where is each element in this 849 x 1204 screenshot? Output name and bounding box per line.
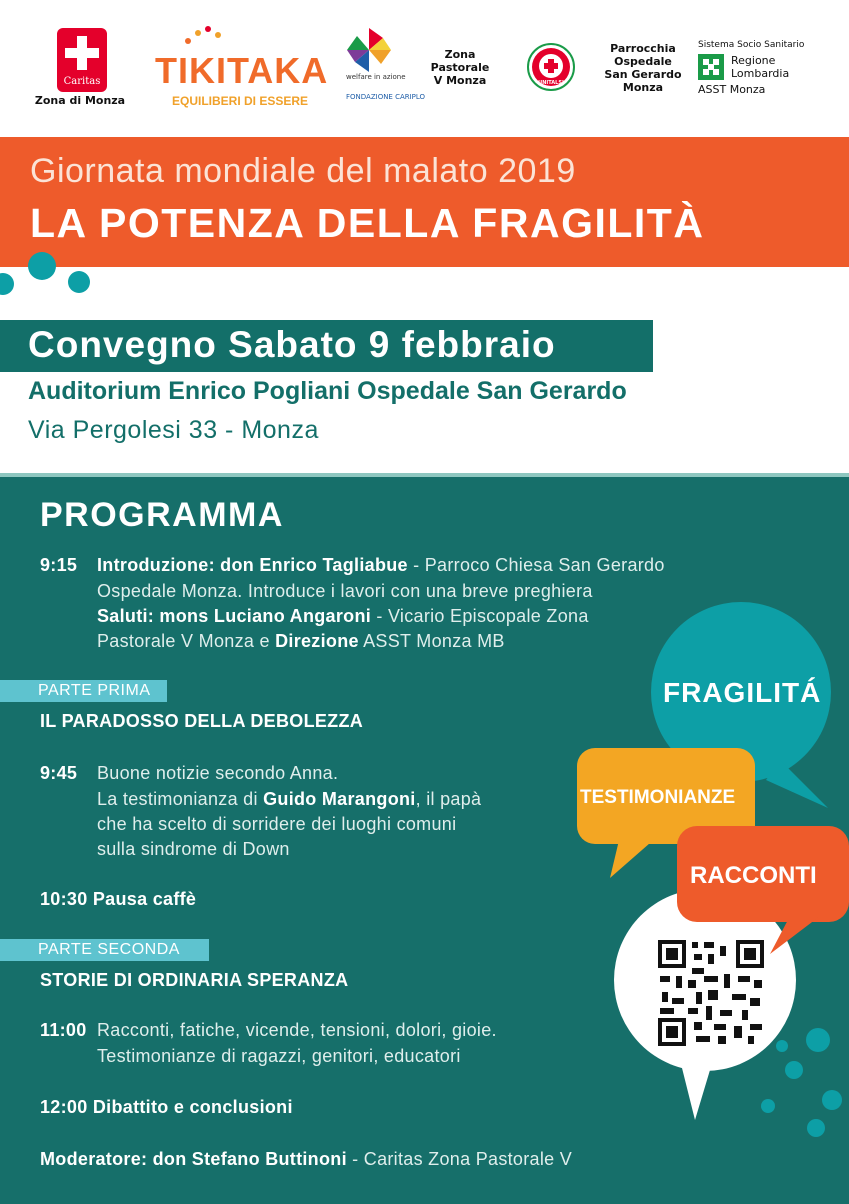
deco-circle [785,1061,803,1079]
speaker-name: Saluti: mons Luciano Angaroni [97,606,372,626]
program-item-5 [40,1097,293,1118]
deco-circle [822,1090,842,1110]
tikitaka-subtitle: EQUILIBERI DI ESSERE [172,94,309,108]
caritas-logo [57,28,107,92]
program-item-4-line: Testimonianze di ragazzi, genitori, educatori [97,1046,461,1066]
part-two-title: STORIE DI ORDINARIA SPERANZA [40,970,349,990]
fragilita-label: FRAGILITÁ [663,677,822,708]
bubble-tail [680,1060,710,1120]
lombardia-label [731,54,789,80]
sponsor-logos [0,0,849,130]
program-item-2-line: sulla sindrome di Down [97,839,290,859]
speaker-name: Introduzione: don Enrico Tagliabue [97,555,408,575]
parrocchia-line: Parrocchia [610,42,676,55]
deco-circle [807,1119,825,1137]
time-label: 11:00 [40,1020,87,1040]
zona-line: Zona [444,48,476,61]
time-label: 12:00 [40,1097,88,1117]
speaker-role: - Vicario Episcopale Zona [371,606,589,626]
deco-circle [806,1028,830,1052]
parrocchia-line: Ospedale [614,55,672,68]
racconti-label: RACCONTI [690,862,817,889]
text-segment: La testimonianza di [97,789,264,809]
address: Via Pergolesi 33 - Monza [28,416,319,444]
lombardia-line: Regione [731,54,776,67]
moderator-role: - Caritas Zona Pastorale V [346,1149,573,1169]
program-item-2-time [40,763,77,784]
tikitaka-logo: TIKITAKA [155,50,329,91]
part-one-label: PARTE PRIMA [38,682,151,699]
tikitaka-dots [185,26,225,46]
text-segment: , il papà [415,789,482,809]
time-label: 10:30 [40,889,88,909]
program-title: PROGRAMMA [40,496,284,534]
time-label: 9:15 [40,555,78,575]
speaker-role: - Parroco Chiesa San Gerardo [407,555,665,575]
item-text: Dibattito e conclusioni [92,1097,293,1117]
caritas-word: Caritas [63,76,101,87]
title-banner [0,137,849,267]
program-item-1-line [97,606,589,627]
program-item-1-line: Ospedale Monza. Introduce i lavori con una breve preghiera [97,581,593,601]
parrocchia-label [598,42,688,94]
part-two-bar [0,939,209,961]
text-segment: Pastorale V Monza e [97,631,276,651]
convegno-title: Convegno Sabato 9 febbraio [28,324,556,365]
qr-code [658,940,764,1046]
asst-label: ASST Monza [698,83,766,96]
deco-circle [68,271,90,293]
banner-subtitle: Giornata mondiale del malato 2019 [30,152,576,190]
lombardia-line: Lombardia [731,67,790,80]
parrocchia-line: San Gerardo [604,68,682,81]
program-item-4-line: Racconti, fatiche, vicende, tensioni, dolori, gioie. [97,1020,497,1040]
deco-circle [761,1099,775,1113]
program-item-2-line: che ha scelto di sorridere dei luoghi comuni [97,814,457,834]
deco-circle [776,1040,788,1052]
welfare-label: welfare in azione [346,73,406,81]
banner-title: LA POTENZA DELLA FRAGILITÀ [30,200,705,246]
zona-line: Pastorale [430,61,490,74]
lombardia-logo-icon [698,54,724,80]
unitalsi-logo [527,43,575,91]
part-two-label: PARTE SECONDA [38,941,180,958]
program-item-3 [40,889,196,910]
time-label: 9:45 [40,763,78,783]
speaker-name: Guido Marangoni [263,789,416,809]
moderator-line [40,1149,572,1170]
program-item-4-time [40,1020,87,1041]
zona-pastorale-label [420,48,500,87]
moderator-name: Moderatore: don Stefano Buttinoni [40,1149,347,1169]
unitalsi-text: UNITALSI [538,80,564,86]
program-item-1-line [97,631,505,652]
part-one-bar [0,680,167,702]
text-segment: ASST Monza MB [358,631,505,651]
lombardia-top-label: Sistema Socio Sanitario [698,40,805,50]
deco-circle [0,273,14,295]
cariplo-label: FONDAZIONE CARIPLO [346,93,426,101]
text-segment: Direzione [275,631,359,651]
venue: Auditorium Enrico Pogliani Ospedale San Gerardo [28,377,627,405]
part-one-title: IL PARADOSSO DELLA DEBOLEZZA [40,711,364,731]
pinwheel-icon [347,28,391,72]
program-item-2-line [97,789,481,810]
bubble-tail [766,760,828,808]
caritas-zone-label: Zona di Monza [34,94,126,107]
testimonianze-label: TESTIMONIANZE [580,787,736,808]
parrocchia-line: Monza [622,81,664,94]
program-item-2-line: Buone notizie secondo Anna. [97,763,339,783]
program-item-1-line [97,555,665,576]
convegno-bar [0,320,653,372]
deco-circle [28,252,56,280]
item-text: Pausa caffè [92,889,197,909]
program-item-1-line [40,555,77,576]
zona-line: V Monza [433,74,487,87]
